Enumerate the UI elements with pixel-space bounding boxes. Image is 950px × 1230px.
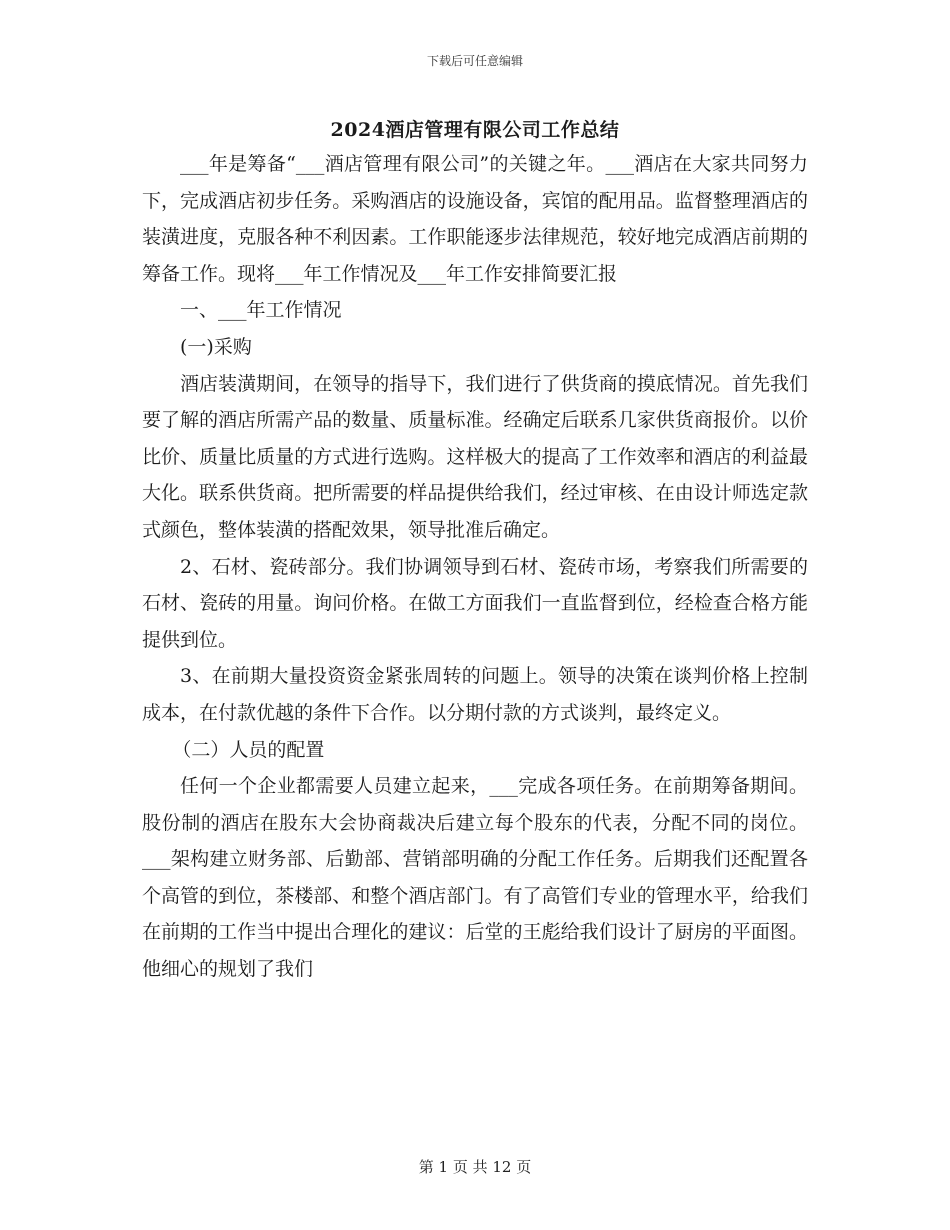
document-title: 2024酒店管理有限公司工作总结 (330, 119, 620, 141)
body-paragraph: 3、在前期大量投资资金紧张周转的问题上。领导的决策在谈判价格上控制成本，在付款优越的条件下合作。以分期付款的方式谈判，最终定义。 (142, 665, 808, 724)
page-number: 第 1 页 共 12 页 (418, 1158, 532, 1176)
body-paragraph: 任何一个企业都需要人员建立起来，___完成各项任务。在前期筹备期间。股份制的酒店在股东大会协商裁决后建立每个股东的代表，分配不同的岗位。___架构建立财务部、后勤部、营销部明确的分配工作任务。后期我们还配置各个高管的到位，茶楼部、和整个酒店部门。有了高管们专业的管理水平，给我们在前期的工作当中提出合理化的建议：后堂的王彪给我们设计了厨房的平面图。他细心的规划了我们 (142, 775, 808, 981)
section-heading: 一、___年工作情况 (180, 299, 342, 322)
subsection-heading: (一)采购 (180, 335, 252, 358)
subsection-heading: （二）人员的配置 (172, 738, 325, 761)
body-paragraph: 2、石材、瓷砖部分。我们协调领导到石材、瓷砖市场，考察我们所需要的石材、瓷砖的用量。询问价格。在做工方面我们一直监督到位，经检查合格方能提供到位。 (142, 555, 808, 651)
body-paragraph: 酒店装潢期间，在领导的指导下，我们进行了供货商的摸底情况。首先我们要了解的酒店所需产品的数量、质量标准。经确定后联系几家供货商报价。以价比价、质量比质量的方式进行选购。这样极大的提高了工作效率和酒店的利益最大化。联系供货商。把所需要的样品提供给我们，经过审核、在由设计师选定款式颜色，整体装潢的搭配效果，领导批准后确定。 (142, 372, 808, 541)
header-note: 下载后可任意编辑 (426, 54, 523, 68)
document-body (142, 146, 808, 988)
intro-paragraph: ___年是筹备“___酒店管理有限公司”的关键之年。___酒店在大家共同努力下，完成酒店初步任务。采购酒店的设施设备，宾馆的配用品。监督整理酒店的装潢进度，克服各种不利因素。工作职能逐步法律规范，较好地完成酒店前期的筹备工作。现将___年工作情况及___年工作安排简要汇报 (142, 153, 808, 285)
